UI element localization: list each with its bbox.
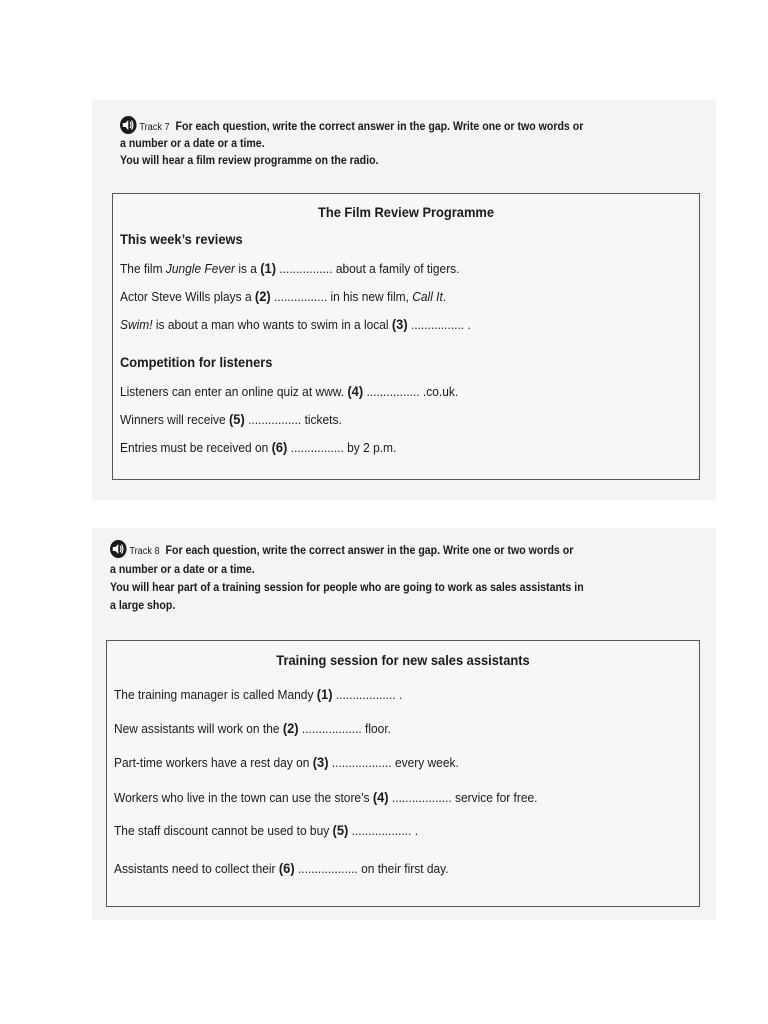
- track8-instructions: [110, 540, 584, 615]
- instruction-line: a number or a date or a time.: [110, 564, 255, 576]
- question-5: Winners will receive (5) ................ tickets.: [120, 411, 342, 427]
- question-3: Swim! is about a man who wants to swim in a local (3) ................ .: [120, 316, 471, 332]
- track7-exercise: [92, 100, 716, 500]
- instruction-line: For each question, write the correct answer in the gap. Write one or two words or: [165, 545, 574, 557]
- audio-speaker-icon[interactable]: [120, 116, 137, 134]
- track8-exercise: [92, 528, 716, 920]
- question-5: The staff discount cannot be used to buy (5) .................. .: [114, 822, 419, 838]
- question-2: Actor Steve Wills plays a (2) ................ in his new film, Call It.: [120, 288, 447, 304]
- box-title: The Film Review Programme: [317, 204, 495, 220]
- question-1: The film Jungle Fever is a (1) ................ about a family of tigers.: [120, 260, 460, 276]
- answer-gap[interactable]: ................ .co.uk.: [363, 384, 459, 399]
- question-2: New assistants will work on the (2) .................. floor.: [114, 720, 391, 736]
- answer-gap[interactable]: ................ in his new film,: [270, 289, 413, 304]
- question-6: Entries must be received on (6) ................ by 2 p.m.: [120, 439, 397, 455]
- question-1: The training manager is called Mandy (1) .................. .: [114, 686, 403, 702]
- training-session-box: [106, 640, 700, 907]
- question-4: Workers who live in the town can use the store’s (4) .................. service for free.: [114, 789, 538, 805]
- answer-gap[interactable]: .................. every week.: [328, 755, 459, 770]
- answer-gap[interactable]: .................. on their first day.: [294, 861, 449, 876]
- answer-gap[interactable]: ................ tickets.: [244, 412, 342, 427]
- track7-instructions: [120, 116, 583, 170]
- track-label: Track 8: [129, 546, 160, 557]
- question-4: Listeners can enter an online quiz at www. (4) ................ .co.uk.: [120, 383, 459, 399]
- box-title: Training session for new sales assistants: [276, 652, 530, 668]
- answer-gap[interactable]: .................. floor.: [298, 721, 391, 736]
- answer-gap[interactable]: ................ .: [407, 317, 471, 332]
- audio-speaker-icon[interactable]: [110, 540, 127, 558]
- section-heading: This week’s reviews: [120, 231, 243, 247]
- section-heading: Competition for listeners: [120, 354, 273, 370]
- instruction-line: a number or a date or a time.: [120, 138, 265, 150]
- film-review-box: [112, 193, 700, 480]
- answer-gap[interactable]: .................. .: [332, 687, 403, 702]
- track-label: Track 7: [139, 122, 170, 133]
- instruction-line: For each question, write the correct answer in the gap. Write one or two words or: [175, 121, 584, 133]
- instruction-line: You will hear part of a training session for people who are going to work as sales assistants in: [110, 582, 584, 594]
- answer-gap[interactable]: .................. service for free.: [388, 790, 538, 805]
- answer-gap[interactable]: ................ about a family of tigers.: [276, 261, 460, 276]
- answer-gap[interactable]: .................. .: [348, 823, 419, 838]
- instruction-line: a large shop.: [110, 600, 176, 612]
- answer-gap[interactable]: ................ by 2 p.m.: [287, 440, 397, 455]
- question-6: Assistants need to collect their (6) .................. on their first day.: [114, 860, 449, 876]
- question-3: Part-time workers have a rest day on (3) .................. every week.: [114, 754, 459, 770]
- instruction-line: You will hear a film review programme on the radio.: [120, 155, 379, 167]
